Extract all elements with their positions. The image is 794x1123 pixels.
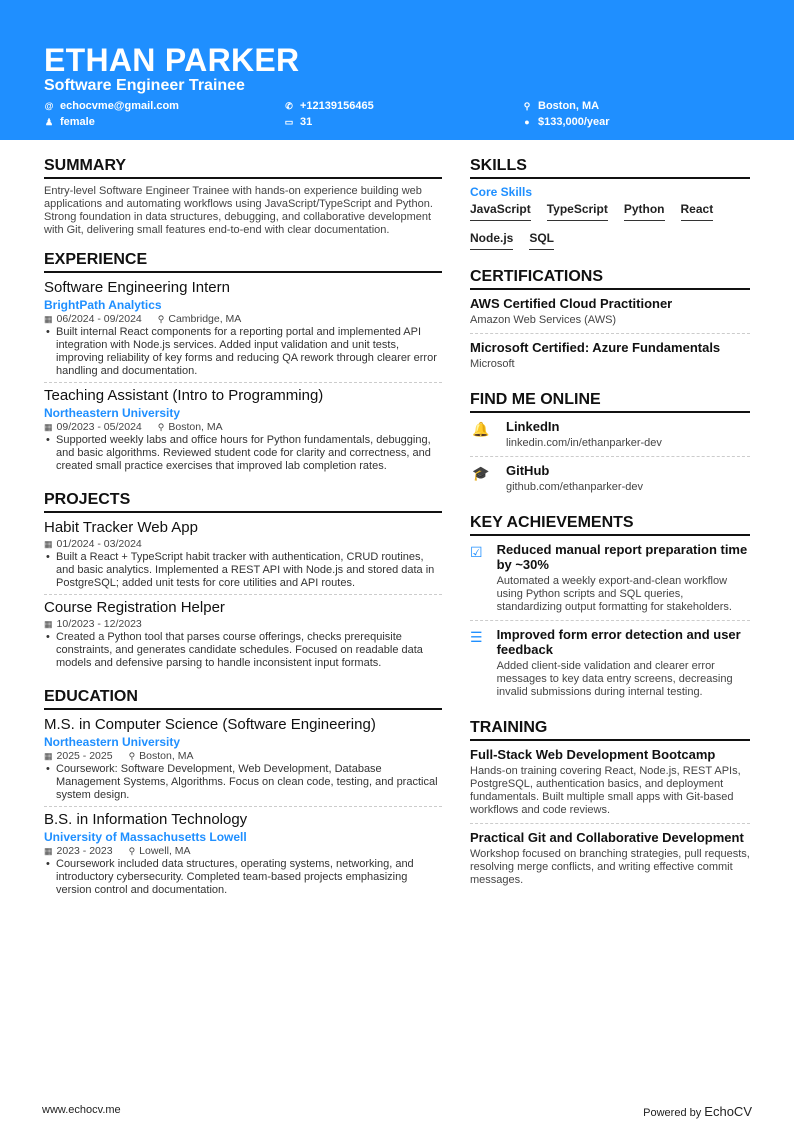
section-heading: SUMMARY [44, 157, 442, 179]
experience-item [44, 279, 442, 383]
item-subtitle: Added client-side validation and clearer error messages to key data entry screens, decreasing invalid submissions during internal testing. [496, 660, 733, 698]
item-subtitle: Amazon Web Services (AWS) [470, 314, 617, 326]
item-title: M.S. in Computer Science (Software Engineering) [44, 716, 376, 733]
online-body [506, 463, 643, 494]
experience-item [44, 387, 442, 477]
calendar-icon: ▦ [44, 539, 53, 549]
resume-header [0, 0, 794, 140]
item-subtitle[interactable]: github.com/ethanparker-dev [506, 481, 643, 493]
candidate-title: Software Engineer Trainee [44, 77, 245, 94]
left-column [44, 157, 442, 915]
item-meta [44, 750, 442, 762]
item-subtitle: Hands-on training covering React, Node.js, REST APIs, PostgreSQL, authentication basics, and deployment fundamentals. Built multiple small apps with Git-based workflows and code reviews. [470, 765, 741, 816]
online-item[interactable] [470, 463, 750, 500]
item-subtitle: Automated a weekly export-and-clean workflow using Python scripts and SQL queries, standardizing output formatting for stakeholders. [496, 575, 732, 613]
experience-section [44, 251, 442, 477]
skill-tag: JavaScript [470, 202, 531, 221]
contact-value: 31 [300, 116, 313, 128]
user-icon: ♟ [44, 116, 54, 127]
section-heading: KEY ACHIEVEMENTS [470, 514, 750, 536]
achievements-item [470, 542, 750, 621]
certifications-section [470, 268, 750, 377]
brand-logo: EchoCV [704, 1104, 752, 1119]
online-item[interactable] [470, 419, 750, 457]
section-heading: TRAINING [470, 719, 750, 741]
calendar-icon: ▦ [44, 846, 53, 856]
contact-item [284, 116, 312, 128]
section-heading: CERTIFICATIONS [470, 268, 750, 290]
item-bullet: • Coursework included data structures, operating systems, networking, and introductory cybersecurity. Completed team-based projects emphasizing version control and documentation. [44, 858, 442, 897]
item-bullet: • Created a Python tool that parses course offerings, checks prerequisite constraints, and generates candidate schedules. Focused on readable data models and defensive parsing to handle inconsistent input formats. [44, 631, 442, 670]
date-range [44, 421, 142, 433]
item-title: Reduced manual report preparation time by ~30% [496, 542, 748, 572]
powered-label: Powered by [643, 1107, 705, 1119]
item-title: Full-Stack Web Development Bootcamp [470, 747, 716, 762]
date-range [44, 618, 142, 630]
online-body [506, 419, 662, 450]
date-range [44, 538, 142, 550]
contact-value: $133,000/year [538, 116, 610, 128]
item-title: Improved form error detection and user feedback [496, 627, 741, 657]
item-bullet: • Supported weekly labs and office hours for Python fundamentals, debugging, and basic algorithms. Reviewed student code for clarity and correctness, and created small practice exercises that improved lab completion rates. [44, 434, 442, 473]
skill-group-title: Core Skills [470, 185, 533, 199]
item-organization: University of Massachusetts Lowell [44, 830, 247, 844]
footer-site-link[interactable]: www.echocv.me [42, 1104, 121, 1116]
training-item [470, 747, 750, 824]
calendar-icon: ▭ [284, 116, 294, 127]
item-title: AWS Certified Cloud Practitioner [470, 296, 673, 311]
item-title: Course Registration Helper [44, 599, 225, 616]
education-item [44, 716, 442, 807]
online-section [470, 391, 750, 500]
at-icon: @ [44, 101, 54, 111]
calendar-icon: ▦ [44, 422, 53, 432]
item-title: Software Engineering Intern [44, 279, 230, 296]
item-organization: BrightPath Analytics [44, 298, 162, 312]
contact-item [522, 116, 610, 128]
training-item [470, 830, 750, 893]
date-text: 06/2024 - 09/2024 [56, 313, 142, 325]
item-subtitle: Workshop focused on branching strategies, pull requests, resolving merge conflicts, and writing effective commit messages. [470, 848, 750, 886]
item-title: LinkedIn [506, 419, 560, 434]
projects-item [44, 519, 442, 595]
candidate-name: ETHAN PARKER [44, 42, 300, 78]
clipboard-check-icon: ☑ [470, 544, 483, 560]
location-icon: ⚲ [128, 751, 136, 761]
certifications-item [470, 340, 750, 377]
item-meta [44, 845, 442, 857]
phone-icon: ✆ [285, 100, 293, 111]
item-meta [44, 538, 442, 550]
skill-tag: Python [624, 202, 665, 221]
location-icon: ⚲ [157, 422, 165, 432]
skills-section [470, 157, 750, 254]
education-section [44, 688, 442, 901]
achievements-section [470, 514, 750, 705]
bell-icon: 🔔 [472, 421, 490, 437]
summary-text: Entry-level Software Engineer Trainee with hands-on experience building web applications and automating workflows using JavaScript/TypeScript and Python. Strong foundation in data structures, debugging, and collaborative development with Git, delivering small features end-to-end with clear documentation. [44, 185, 433, 236]
item-subtitle[interactable]: linkedin.com/in/ethanparker-dev [506, 437, 662, 449]
projects-item [44, 599, 442, 674]
footer-powered [643, 1104, 752, 1119]
calendar-icon: ▦ [44, 314, 53, 324]
location-text: Boston, MA [139, 750, 194, 762]
date-text: 2023 - 2023 [56, 845, 113, 857]
item-subtitle: Microsoft [470, 358, 515, 370]
education-item [44, 811, 442, 901]
item-organization: Northeastern University [44, 406, 181, 420]
contact-item [522, 100, 599, 112]
date-text: 2025 - 2025 [56, 750, 113, 762]
date-range [44, 313, 142, 325]
section-heading: FIND ME ONLINE [470, 391, 750, 413]
location [158, 421, 223, 433]
location-text: Boston, MA [168, 421, 223, 433]
date-text: 01/2024 - 03/2024 [56, 538, 142, 550]
item-bullet: • Coursework: Software Development, Web Development, Database Management Systems, Algorithms. Focus on clean code, testing, and practical system design. [44, 763, 442, 802]
location [129, 845, 191, 857]
skill-tag: SQL [529, 231, 554, 250]
clipboard-list-icon: ☰ [470, 629, 483, 645]
contact-value: +12139156465 [300, 100, 374, 112]
item-bullet: • Built a React + TypeScript habit tracker with authentication, CRUD routines, and basic analytics. Implemented a REST API with Node.js and stored data in PostgreSQL; added unit tests for core utilities and API routes. [44, 551, 442, 590]
contact-value: female [60, 116, 95, 128]
contact-value: Boston, MA [538, 100, 600, 112]
projects-section [44, 491, 442, 674]
achievements-body [497, 542, 750, 614]
location-icon: ⚲ [523, 100, 531, 111]
graduation-cap-icon: 🎓 [472, 465, 490, 481]
skill-tag: Node.js [470, 231, 513, 250]
location-text: Cambridge, MA [168, 313, 242, 325]
certifications-item [470, 296, 750, 334]
item-meta [44, 618, 442, 630]
date-text: 09/2023 - 05/2024 [56, 421, 142, 433]
item-title: B.S. in Information Technology [44, 811, 248, 828]
item-title: Practical Git and Collaborative Development [470, 830, 744, 845]
summary-section [44, 157, 442, 237]
section-heading: EXPERIENCE [44, 251, 442, 273]
training-section [470, 719, 750, 893]
contact-item [44, 116, 95, 128]
location [129, 750, 194, 762]
skill-tag: TypeScript [547, 202, 608, 221]
location-icon: ⚲ [157, 314, 165, 324]
item-title: Teaching Assistant (Intro to Programming) [44, 387, 324, 404]
item-title: GitHub [506, 463, 550, 478]
item-title: Habit Tracker Web App [44, 519, 198, 536]
location-text: Lowell, MA [139, 845, 191, 857]
item-meta [44, 421, 442, 433]
achievements-item [470, 627, 750, 705]
item-title: Microsoft Certified: Azure Fundamentals [470, 340, 721, 355]
item-meta [44, 313, 442, 325]
date-range [44, 845, 113, 857]
skill-tag: React [681, 202, 714, 221]
calendar-icon: ▦ [44, 751, 53, 761]
date-text: 10/2023 - 12/2023 [56, 618, 142, 630]
item-organization: Northeastern University [44, 735, 181, 749]
contact-value: echocvme@gmail.com [60, 100, 179, 112]
location-icon: ⚲ [128, 846, 136, 856]
contact-item [284, 100, 374, 112]
achievements-body [497, 627, 750, 699]
location [158, 313, 242, 325]
contact-item [44, 100, 179, 112]
item-bullet: • Built internal React components for a reporting portal and implemented API integration with Node.js services. Added input validation and unit tests, improving reliability of key forms and reducing QA rework through clearer error handling and documentation. [44, 326, 442, 378]
calendar-icon: ▦ [44, 619, 53, 629]
section-heading: SKILLS [470, 157, 750, 179]
right-column [470, 157, 750, 907]
section-heading: PROJECTS [44, 491, 442, 513]
section-heading: EDUCATION [44, 688, 442, 710]
salary-icon: ● [524, 117, 530, 127]
date-range [44, 750, 113, 762]
